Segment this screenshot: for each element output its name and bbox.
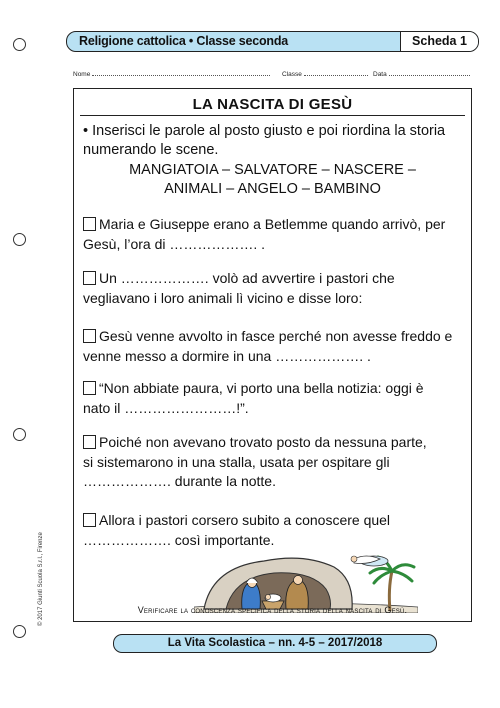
order-checkbox[interactable] (83, 513, 96, 527)
binder-hole-2 (13, 233, 26, 246)
teacher-objective-note: Verificare la conoscenza specifica della storia della nascita di Gesù. (137, 605, 408, 615)
order-checkbox[interactable] (83, 217, 96, 231)
header-title: Religione cattolica • Classe seconda (79, 34, 289, 48)
scene-item: Poiché non avevano trovato posto da nessuna parte, si sistemarono in una stalla, usata per ospitare gli ………………. durante la notte. (83, 434, 427, 489)
nativity-illustration (194, 549, 418, 613)
binder-hole-1 (13, 38, 26, 51)
copyright-note: © 2017 Giunti Scuola S.r.l., Firenze (38, 532, 44, 626)
order-checkbox[interactable] (83, 329, 96, 343)
class-field[interactable] (282, 70, 368, 78)
date-field[interactable] (373, 70, 470, 78)
name-field[interactable] (73, 70, 270, 78)
scene-item: Un ………………. volò ad avvertire i pastori che vegliavano i loro animali lì vicino e disse loro: (83, 270, 395, 306)
binder-hole-4 (13, 625, 26, 638)
class-label: Classe (282, 71, 302, 78)
order-checkbox[interactable] (83, 435, 96, 449)
order-checkbox[interactable] (83, 381, 96, 395)
scene-item: Gesù venne avvolto in fasce perché non avesse freddo e venne messo a dormire in una ………………. . (83, 328, 453, 364)
word-bank (74, 161, 471, 199)
order-checkbox[interactable] (83, 271, 96, 285)
binder-hole-3 (13, 428, 26, 441)
worksheet-card (73, 88, 472, 622)
word-bank-line-2: ANIMALI – ANGELO – BAMBINO (164, 181, 381, 197)
scene-item: “Non abbiate paura, vi porto una bella notizia: oggi è nato il ……………………!”. (83, 380, 424, 416)
title-divider (80, 115, 465, 116)
scene-item: Maria e Giuseppe erano a Betlemme quando arrivò, per Gesù, l’ora di ………………. . (83, 216, 446, 252)
scene-item: Allora i pastori corsero subito a conoscere quel ………………. così importante. (83, 512, 391, 548)
footer-band: La Vita Scolastica – nn. 4-5 – 2017/2018 (113, 634, 437, 653)
sheet-number: Scheda 1 (400, 32, 478, 51)
instruction-text: • Inserisci le parole al posto giusto e poi riordina la storia numerando le scene. (83, 123, 446, 158)
name-label: Nome (73, 71, 91, 78)
word-bank-line-1: MANGIATOIA – SALVATORE – NASCERE – (129, 162, 416, 178)
header-band (66, 31, 479, 52)
worksheet-title: LA NASCITA DI GESÙ (192, 96, 353, 113)
date-label: Data (373, 71, 387, 78)
